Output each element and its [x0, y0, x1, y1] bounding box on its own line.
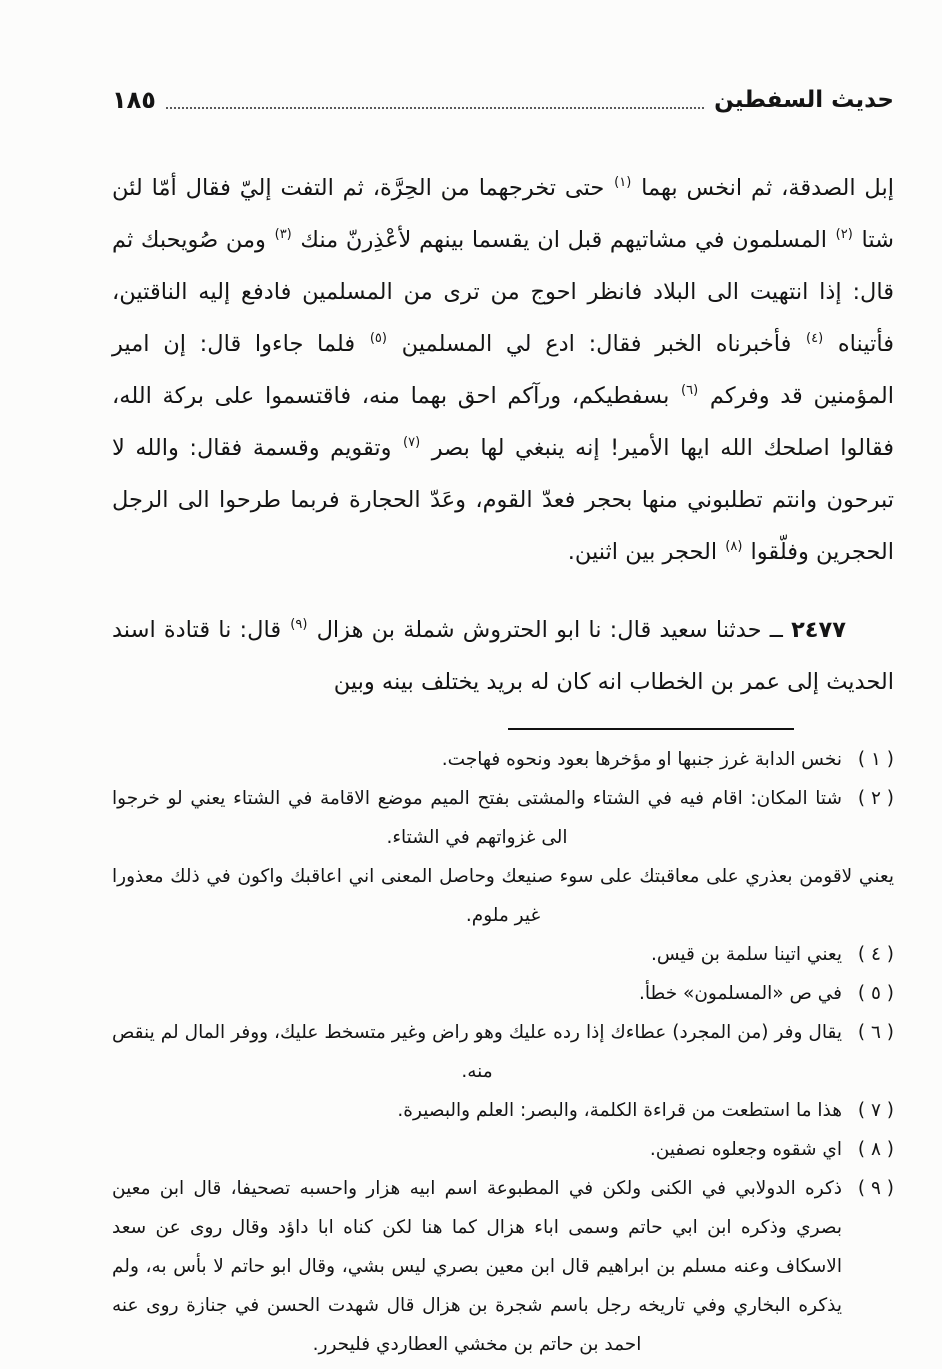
main-text-block: [112, 162, 894, 708]
hadith-paragraph: [112, 604, 894, 708]
footnote-item: [112, 857, 894, 935]
footnote-item: [112, 1169, 894, 1364]
footnote-marker: (١): [614, 175, 632, 190]
footnote-number: ( ٦ ): [857, 1022, 894, 1043]
footnote-text: نخس الدابة غرز جنبها او مؤخرها بعود ونحوه فهاجت.: [441, 749, 842, 770]
chapter-title: حديث السفطين: [714, 87, 894, 113]
footnote-text: شتا المكان: اقام فيه في الشتاء والمشتى بفتح الميم موضع الاقامة في الشتاء يعني لو خرجوا الى غزواتهم في الشتاء.: [112, 788, 842, 848]
footnote-number: ( ٨ ): [857, 1139, 894, 1160]
footnote-marker: (٣): [274, 227, 292, 242]
footnote-item: [112, 779, 894, 857]
footnote-marker: (٤): [806, 331, 824, 346]
hadith-number: ٢٤٧٧: [791, 617, 847, 643]
footnote-text: يعني لاقومن بعذري على معاقبتك على سوء صنيعك وحاصل المعنى اني اعاقبك واكون في ذلك معذورا غير ملوم.: [112, 866, 894, 926]
footnote-number: ( ٩ ): [857, 1178, 894, 1199]
hadith-text: حدثنا سعيد قال: نا ابو الحتروش شملة بن هزال $^{(٩)}$ قال: نا قتادة اسند الحديث إلى عمر بن الخطاب انه كان له بريد يختلف بينه وبين: [112, 617, 894, 695]
footnote-item: [112, 740, 894, 779]
footnote-text: ذكره الدولابي في الكنى ولكن في المطبوعة اسم ابيه هزار واحسبه تصحيفا، قال ابن معين بصري وذكره ابن ابي حاتم وسمى اباء هزال كما هنا لكن كناه ابا داؤد وقال روى عن سعد الاسكاف وعنه مسلم بن ابراهيم قال ابن معين بصري ليس بشي، وقال ابو حاتم لا بأس به، ولم يذكره البخاري وفي تاريخه رجل باسم شجرة بن هزال قال شهدت الحسن في جنازة روى عنه احمد بن حاتم بن مخشي العطاردي فليحرر.: [112, 1178, 842, 1355]
footnote-text: اي شقوه وجعلوه نصفين.: [649, 1139, 842, 1160]
footnote-number: ( ٥ ): [857, 983, 894, 1004]
hadith-dash: ــ: [769, 617, 783, 643]
footnote-marker: (٢): [835, 227, 853, 242]
dotted-leader: [166, 106, 704, 109]
footnote-marker: (٦): [681, 383, 699, 398]
footnote-marker: (٨): [725, 539, 743, 554]
footnote-marker: (٩): [290, 617, 308, 632]
footnote-text: هذا ما استطعت من قراءة الكلمة، والبصر: العلم والبصيرة.: [397, 1100, 842, 1121]
footnote-text: يقال وفر (من المجرد) عطاءك إذا رده عليك وهو راض وغير متسخط عليك، ووفر المال لم ينقص منه.: [112, 1022, 842, 1082]
footnote-number: ( ٤ ): [857, 944, 894, 965]
footnote-number: ( ٧ ): [857, 1100, 894, 1121]
footnote-item: [112, 974, 894, 1013]
footnote-text: يعني اتينا سلمة بن قيس.: [650, 944, 842, 965]
footnote-item: [112, 1013, 894, 1091]
footnote-item: [112, 1091, 894, 1130]
footnote-item: [112, 935, 894, 974]
footnote-marker: (٧): [403, 435, 421, 450]
footnote-number: ( ٢ ): [857, 788, 894, 809]
footnotes-section: [112, 740, 894, 1364]
footnote-marker: (٥): [369, 331, 387, 346]
footnote-separator: [508, 728, 794, 730]
footnote-item: [112, 1130, 894, 1169]
page-number: ١٨٥: [112, 86, 156, 114]
footnote-number: ( ١ ): [857, 749, 894, 770]
body-paragraph: إبل الصدقة، ثم انخس بهما $^{(١)}$ حتى تخرجهما من الحِرَّة، ثم التفت إليّ فقال أمّا لئن شتا $^{(٢)}$ المسلمون في مشاتيهم قبل ان يقسما بينهم لأعْذِرنّ منك $^{(٣)}$ ومن صُويحبك ثم قال: إذا انتهيت الى البلاد فانظر احوج من ترى من المسلمين فادفع إليه الناقتين، فأتيناه $^{(٤)}$ فأخبرناه الخبر فقال: ادع لي المسلمين $^{(٥)}$ فلما جاءوا قال: إن امير المؤمنين قد وفركم $^{(٦)}$ بسفطيكم، ورآكم احق بهما منه، فاقتسموا على بركة الله، فقالوا اصلحك الله ايها الأمير! إنه ينبغي لها بصر $^{(٧)}$ وتقويم وقسمة فقال: والله لا تبرحون وانتم تطلبوني منها بحجر فعدّ القوم، وعَدّ الحجارة فربما طرحوا الى الرجل الحجرين وفلّقوا $^{(٨)}$ الحجر بين اثنين.: [112, 175, 894, 565]
page-header: [112, 80, 894, 120]
footnote-text: في ص «المسلمون» خطأ.: [639, 983, 842, 1004]
